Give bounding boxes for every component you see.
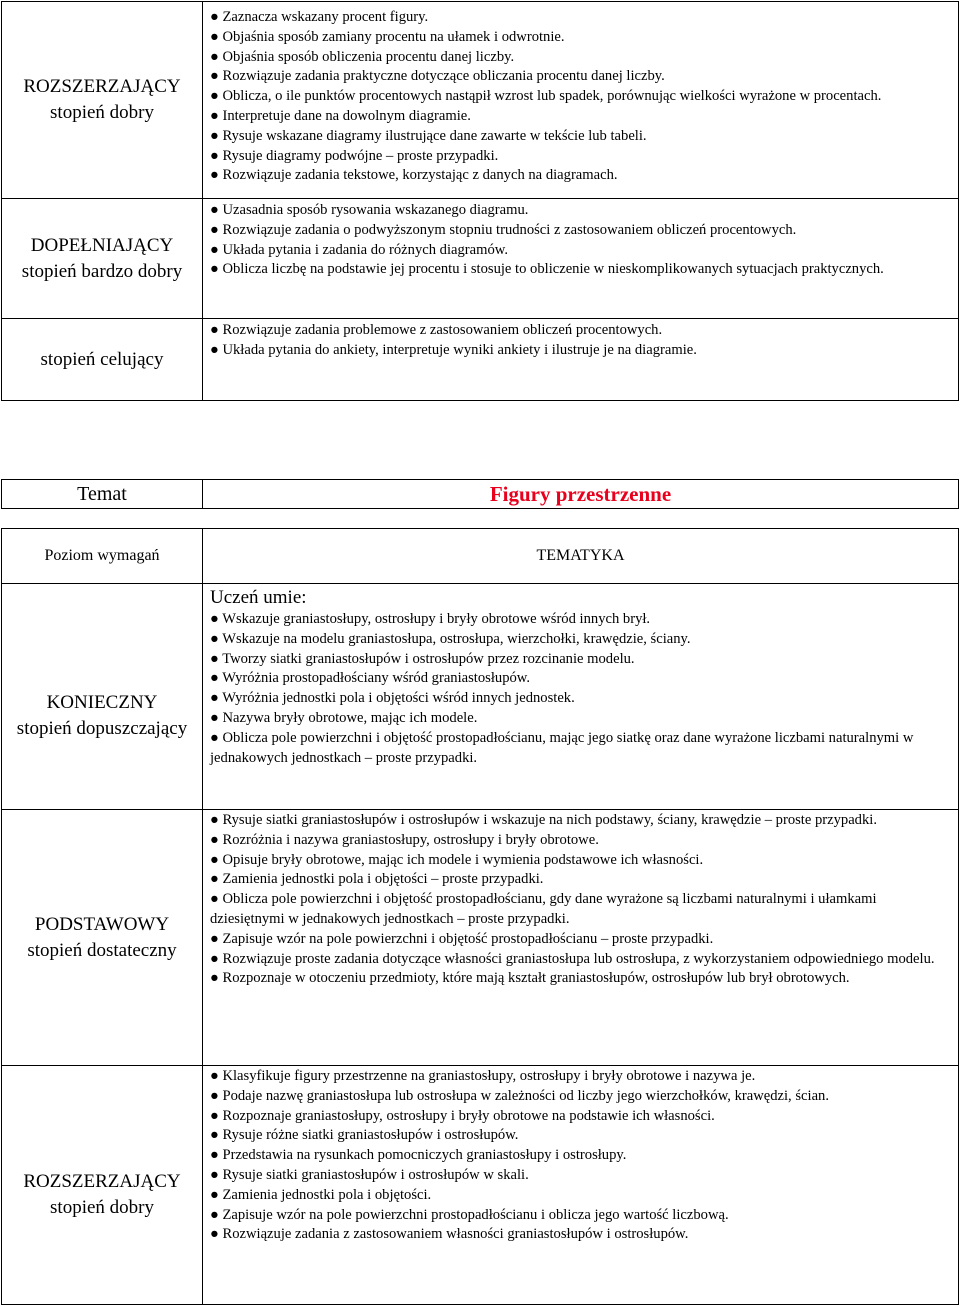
list-item: ● Rysuje różne siatki graniastosłupów i ostrosłupów. — [210, 1127, 519, 1144]
level-grade: stopień bardzo dobry — [21, 260, 183, 282]
list-item: ● Rozwiązuje zadania praktyczne dotyczące obliczania procentu danej liczby. — [210, 68, 665, 85]
list-item: ● Rozwiązuje zadania o podwyższonym stopniu trudności z zastosowaniem obliczeń procentowych. — [210, 221, 797, 238]
level-grade: stopień dopuszczający — [16, 717, 188, 739]
topic-label: Temat — [2, 480, 203, 509]
list-item: ● Zapisuje wzór na pole powierzchni prostopadłościanu i oblicza jego wartość liczbową. — [210, 1206, 729, 1223]
list-item: ● Rysuje diagramy podwójne – proste przypadki. — [210, 147, 499, 164]
list-item: ● Rozwiązuje zadania problemowe z zastosowaniem obliczeń procentowych. — [210, 322, 663, 338]
table-row — [2, 810, 959, 1066]
list-item: ● Układa pytania i zadania do różnych diagramów. — [210, 241, 509, 258]
list-item: ● Wyróżnia jednostki pola i objętości wśród innych jednostek. — [210, 690, 575, 707]
list-item: ● Oblicza pole powierzchni i objętość prostopadłościanu, gdy dane wyrażone są liczbami naturalnymi i ułamkami dziesiętnymi w jednakowych jednostkach – proste przypadki. — [210, 891, 877, 927]
level-grade: stopień dobry — [50, 102, 154, 123]
list-item: ● Rozpoznaje w otoczeniu przedmioty, które mają kształt graniastosłupów, ostrosłupów lub brył obrotowych. — [210, 970, 850, 987]
level-grade: stopień dobry — [50, 1197, 154, 1218]
requirements-cell — [203, 1066, 959, 1305]
list-item: ● Rozwiązuje zadania tekstowe, korzystając z danych na diagramach. — [210, 167, 618, 184]
list-item: ● Objaśnia sposób obliczenia procentu danej liczby. — [210, 48, 515, 65]
list-item: ● Rysuje siatki graniastosłupów i ostrosłupów w skali. — [210, 1166, 529, 1183]
list-item: ● Oblicza pole powierzchni i objętość prostopadłościanu, mając jego siatkę oraz dane wyrażone liczbami naturalnymi w jednakowych jednostkach – proste przypadki. — [210, 729, 914, 766]
list-item: ● Przedstawia na rysunkach pomocniczych graniastosłupy i ostrosłupy. — [210, 1147, 627, 1164]
list-item: ● Uzasadnia sposób rysowania wskazanego diagramu. — [210, 202, 529, 218]
list-item: ● Zaznacza wskazany procent figury. — [210, 9, 429, 25]
list-item: ● Oblicza liczbę na podstawie jej procentu i stosuje to obliczenie w nieskomplikowanych sytuacjach praktycznych. — [210, 261, 884, 278]
list-item: ● Opisuje bryły obrotowe, mając ich modele i wymienia podstawowe ich własności. — [210, 851, 704, 868]
table-row — [2, 2, 959, 199]
list-item: ● Oblicza, o ile punktów procentowych nastąpił wzrost lub spadek, porównując wielkości wyrażone w procentach. — [210, 88, 882, 105]
subject-header: TEMATYKA — [203, 529, 959, 584]
table-row — [2, 199, 959, 319]
list-item: ● Zamienia jednostki pola i objętości – proste przypadki. — [210, 871, 544, 888]
level-name: DOPEŁNIAJĄCY — [30, 234, 174, 256]
list-item: ● Objaśnia sposób zamiany procentu na ułamek i odwrotnie. — [210, 28, 565, 45]
level-name: KONIECZNY — [46, 691, 158, 713]
list-item: ● Wyróżnia prostopadłościany wśród graniastosłupów. — [210, 670, 531, 687]
topic-title: Figury przestrzenne — [203, 480, 959, 509]
topic-table — [1, 479, 959, 509]
level-header: Poziom wymagań — [2, 529, 203, 584]
list-item: ● Wskazuje graniastosłupy, ostrosłupy i bryły obrotowe wśród innych brył. — [210, 611, 651, 627]
list-item: ● Tworzy siatki graniastosłupów i ostrosłupów przez rozcinanie modelu. — [210, 650, 635, 667]
list-item: ● Rozpoznaje graniastosłupy, ostrosłupy i bryły obrotowe na podstawie ich własności. — [210, 1107, 715, 1124]
topic-row — [2, 480, 959, 509]
table-row — [2, 1066, 959, 1305]
requirements-cell — [203, 319, 959, 401]
list-item: ● Rozwiązuje zadania z zastosowaniem własności graniastosłupów i ostrosłupów. — [210, 1226, 689, 1243]
list-item: ● Rozróżnia i nazywa graniastosłupy, ostrosłupy i bryły obrotowe. — [210, 831, 599, 848]
list-item: ● Zapisuje wzór na pole powierzchni i objętość prostopadłościanu – proste przypadki. — [210, 930, 714, 947]
level-name: PODSTAWOWY — [34, 913, 170, 935]
list-item: ● Wskazuje na modelu graniastosłupa, ostrosłupa, wierzchołki, krawędzie, ściany. — [210, 630, 691, 647]
list-item: ● Rysuje siatki graniastosłupów i ostrosłupów i wskazuje na nich podstawy, ściany, krawędzie – proste przypadki. — [210, 812, 877, 828]
level-cell — [2, 810, 203, 1066]
bottom-requirements-table — [1, 528, 959, 1305]
level-name: ROZSZERZAJĄCY — [23, 1171, 181, 1192]
intro-text: Uczeń umie: — [210, 587, 307, 608]
list-item: ● Interpretuje dane na dowolnym diagramie. — [210, 107, 471, 124]
level-cell — [2, 584, 203, 810]
list-item: ● Układa pytania do ankiety, interpretuje wyniki ankiety i ilustruje je na diagramie. — [210, 341, 697, 358]
level-grade: stopień dostateczny — [27, 939, 177, 961]
list-item: ● Klasyfikuje figury przestrzenne na graniastosłupy, ostrosłupy i bryły obrotowe i nazywa je. — [210, 1068, 756, 1084]
requirements-cell — [203, 584, 959, 810]
level-cell — [2, 2, 203, 199]
requirements-cell — [203, 2, 959, 199]
level-grade: stopień celujący — [40, 348, 164, 370]
level-cell — [2, 1066, 203, 1305]
requirements-cell — [203, 199, 959, 319]
list-item: ● Rysuje wskazane diagramy ilustrujące dane zawarte w tekście lub tabeli. — [210, 127, 647, 144]
list-item: ● Zamienia jednostki pola i objętości. — [210, 1186, 432, 1203]
requirements-cell — [203, 810, 959, 1066]
table-row — [2, 319, 959, 401]
level-name: ROZSZERZAJĄCY — [23, 76, 181, 97]
list-item: ● Podaje nazwę graniastosłupa lub ostrosłupa w zależności od liczby jego wierzchołków, krawędzi, ścian. — [210, 1087, 829, 1104]
top-requirements-table — [1, 1, 959, 401]
header-row — [2, 529, 959, 584]
level-cell — [2, 199, 203, 319]
level-cell — [2, 319, 203, 401]
list-item: ● Rozwiązuje proste zadania dotyczące własności graniastosłupa lub ostrosłupa, z wykorzystaniem odpowiedniego modelu. — [210, 950, 935, 967]
table-row — [2, 584, 959, 810]
list-item: ● Nazywa bryły obrotowe, mając ich modele. — [210, 709, 478, 726]
